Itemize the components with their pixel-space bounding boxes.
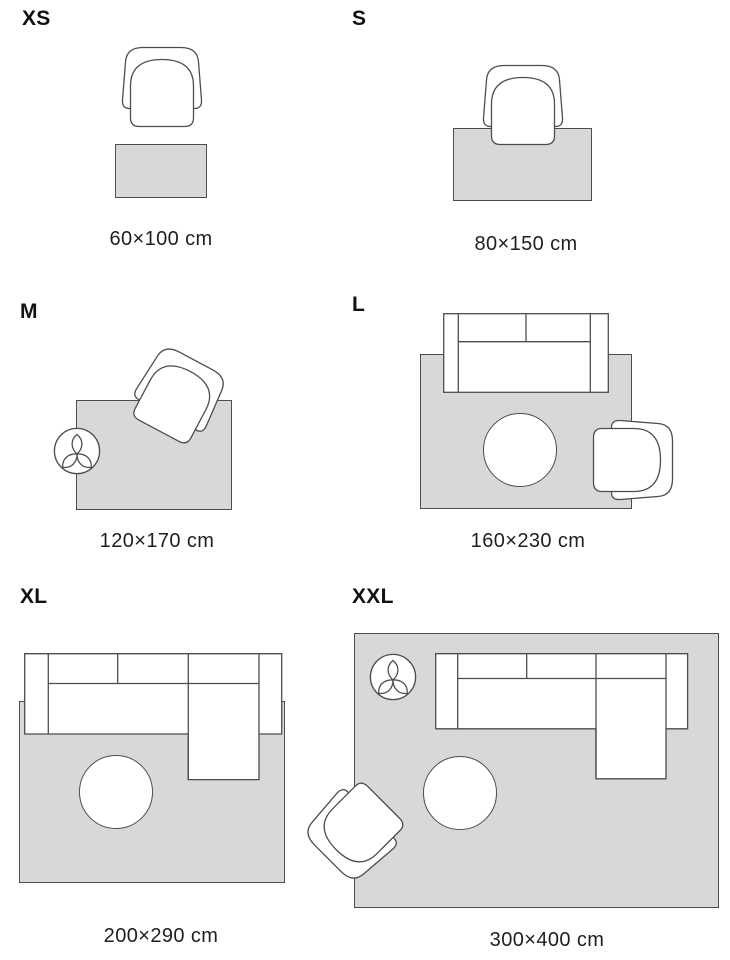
size-label-xs: XS [22,7,51,30]
size-label-l: L [352,293,366,316]
armchair-icon [590,417,678,503]
sectional-sofa-icon [24,653,283,781]
chair-seat [594,429,661,492]
plant-icon [369,653,417,701]
rug-xs [115,144,207,198]
plant-icon [53,427,101,475]
chair-seat [492,78,555,145]
sofa-body [25,654,282,780]
size-label-s: S [352,7,367,30]
dimension-label-m: 120×170 cm [99,530,215,552]
coffee-table-icon [483,413,557,487]
coffee-table-icon [423,756,497,830]
size-label-xxl: XXL [352,585,394,608]
sofa-icon [443,313,609,393]
dimension-label-s: 80×150 cm [474,233,578,255]
dimension-label-l: 160×230 cm [470,530,586,552]
dimension-label-xl: 200×290 cm [103,925,219,947]
size-label-xl: XL [20,585,48,608]
coffee-table-icon [79,755,153,829]
chair-seat [131,60,194,127]
armchair-icon [480,60,566,148]
armchair-icon [119,42,205,130]
dimension-label-xs: 60×100 cm [109,228,213,250]
dimension-label-xxl: 300×400 cm [489,929,605,951]
size-label-m: M [20,300,38,323]
